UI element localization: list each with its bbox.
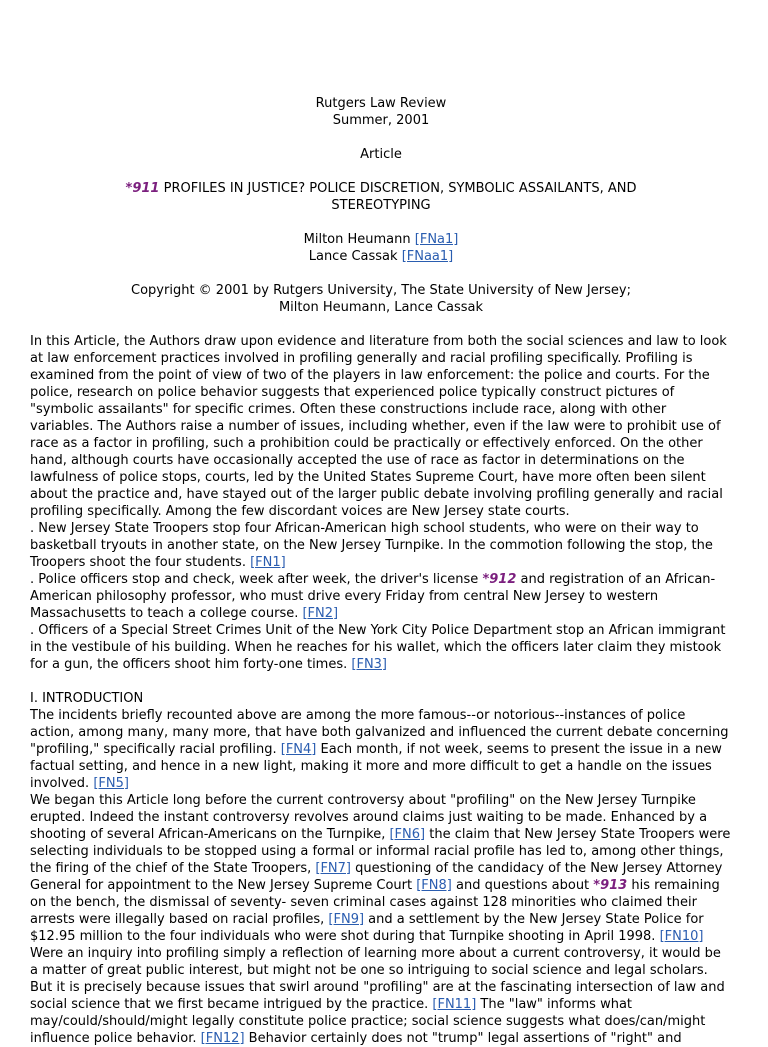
body-paragraph (30, 945, 732, 1047)
footnote-link[interactable]: [FNa1] (414, 232, 459, 247)
page-star-912: *912 (482, 572, 517, 587)
copyright-line: Copyright © 2001 by Rutgers University, The State University of New Jersey; (131, 283, 631, 298)
incident-text: and registration of an African-American philosophy professor, who must drive every Friday from central New Jersey to western Massachusetts to teach a college course. (30, 572, 716, 621)
paragraph-text: The "law" informs what may/could/should/might legally constitute police practice; social science suggests what does/can/might influence police behavior. (30, 997, 706, 1046)
title-text: PROFILES IN JUSTICE? POLICE DISCRETION, SYMBOLIC ASSAILANTS, AND STEREOTYPING (159, 181, 637, 213)
author-line-2 (30, 248, 732, 265)
paragraph-text: the claim that New Jersey State Troopers were selecting individuals to be stopped using a formal or informal racial profile has led to, among other things, the firing of the chief of the State Troopers, (30, 827, 731, 876)
incident-text: . New Jersey State Troopers stop four African-American high school students, who were on their way to basketball tryouts in another state, on the New Jersey Turnpike. In the commotion following the stop, the Troopers shoot the four students. (30, 521, 713, 570)
journal-issue: Summer, 2001 (332, 113, 430, 128)
copyright-holders: Milton Heumann, Lance Cassak (278, 300, 484, 315)
footnote-link[interactable]: [FN4] (280, 742, 317, 757)
page-star-911: *911 (125, 181, 160, 196)
footnote-link[interactable]: [FN10] (659, 929, 704, 944)
incident-item (30, 622, 732, 673)
paragraph-text: Each month, if not week, seems to present the issue in a new factual setting, and hence in a new light, making it more and more difficult to get a handle on the issues involved. (30, 742, 722, 791)
article-title (30, 180, 732, 214)
journal-name: Rutgers Law Review (315, 96, 447, 111)
footnote-link[interactable]: [FN8] (416, 878, 452, 893)
abstract-paragraph: In this Article, the Authors draw upon evidence and literature from both the social sciences and law to look at law enforcement practices involved in profiling generally and racial profiling specifically. Profiling is examined from the point of view of two of the players in law enforcement: the police and courts. For the police, research on police behavior suggests that experienced police typically construct pictures of "symbolic assailants" for specific crimes. Often these constructions include race, along with other variables. The Authors raise a number of issues, including whether, even if the law were to prohibit use of race as a factor in profiling, such a prohibition could be practically or effectively enforced. On the other hand, although courts have occasionally accepted the use of race as factor in determinations on the lawfulness of police stops, courts, led by the United States Supreme Court, have more often been silent about the practice and, have stayed out of the larger public debate involving profiling generally and racial profiling specifically. Among the few discordant voices are New Jersey state courts. (30, 334, 727, 519)
article-body (30, 333, 732, 1047)
footnote-link[interactable]: [FN9] (328, 912, 365, 927)
author-name: Lance Cassak (308, 249, 402, 264)
incident-item (30, 571, 732, 622)
footnote-link[interactable]: [FN7] (315, 861, 351, 876)
paragraph-text: We began this Article long before the current controversy about "profiling" on the New Jersey Turnpike erupted. Indeed the instant controversy revolves around claims just waiting to be made. Enhanced by a shooting of several African-Americans on the Turnpike, (30, 793, 708, 842)
paragraph-text: and questions about (451, 878, 594, 893)
paragraph-text: his remaining on the bench, the dismissal of seventy- seven criminal cases against 128 minorities who claimed their arrests were illegally based on racial profiles, (30, 878, 720, 927)
article-type: Article (360, 147, 402, 162)
footnote-link[interactable]: [FN2] (302, 606, 339, 621)
footnote-link[interactable]: [FN12] (200, 1031, 245, 1046)
footnote-link[interactable]: [FN1] (250, 555, 286, 570)
paragraph-text: Were an inquiry into profiling simply a reflection of learning more about a current controversy, it would be a matter of great public interest, but might not be one so intriguing to social science and legal scholars. But it is precisely because issues that swirl around "profiling" are at the fascinating intersection of law and social science that we first became intrigued by the practice. (30, 946, 725, 1012)
footnote-link[interactable]: [FN6] (389, 827, 426, 842)
page-star-913: *913 (593, 878, 628, 893)
incident-text: . Officers of a Special Street Crimes Unit of the New York City Police Department stop an African immigrant in the vestibule of his building. When he reaches for his wallet, which the officers later claim they mistook for a gun, the officers shoot him forty-one times. (30, 623, 726, 672)
incident-item (30, 520, 732, 571)
paragraph-text: The incidents briefly recounted above are among the more famous--or notorious--instances of police action, among many, many more, that have both galvanized and influenced the current debate concerning "profiling," specifically racial profiling. (30, 708, 729, 757)
section-heading: I. INTRODUCTION (30, 691, 144, 706)
author-line-1 (30, 231, 732, 248)
paragraph-text: questioning of the candidacy of the New Jersey Attorney General for appointment to the New Jersey Supreme Court (30, 861, 723, 893)
body-paragraph (30, 792, 732, 945)
article-header (30, 0, 732, 316)
paragraph-text: Behavior certainly does not "trump" legal assertions of "right" and (244, 1031, 682, 1046)
body-paragraph (30, 707, 732, 792)
footnote-link[interactable]: [FNaa1] (401, 249, 454, 264)
footnote-link[interactable]: [FN3] (351, 657, 388, 672)
incident-text: . Police officers stop and check, week after week, the driver's license (30, 572, 483, 587)
footnote-link[interactable]: [FN11] (432, 997, 477, 1012)
paragraph-text: and a settlement by the New Jersey State Police for $12.95 million to the four individuals who were shot during that Turnpike shooting in April 1998. (30, 912, 704, 944)
author-name: Milton Heumann (303, 232, 415, 247)
footnote-link[interactable]: [FN5] (93, 776, 129, 791)
